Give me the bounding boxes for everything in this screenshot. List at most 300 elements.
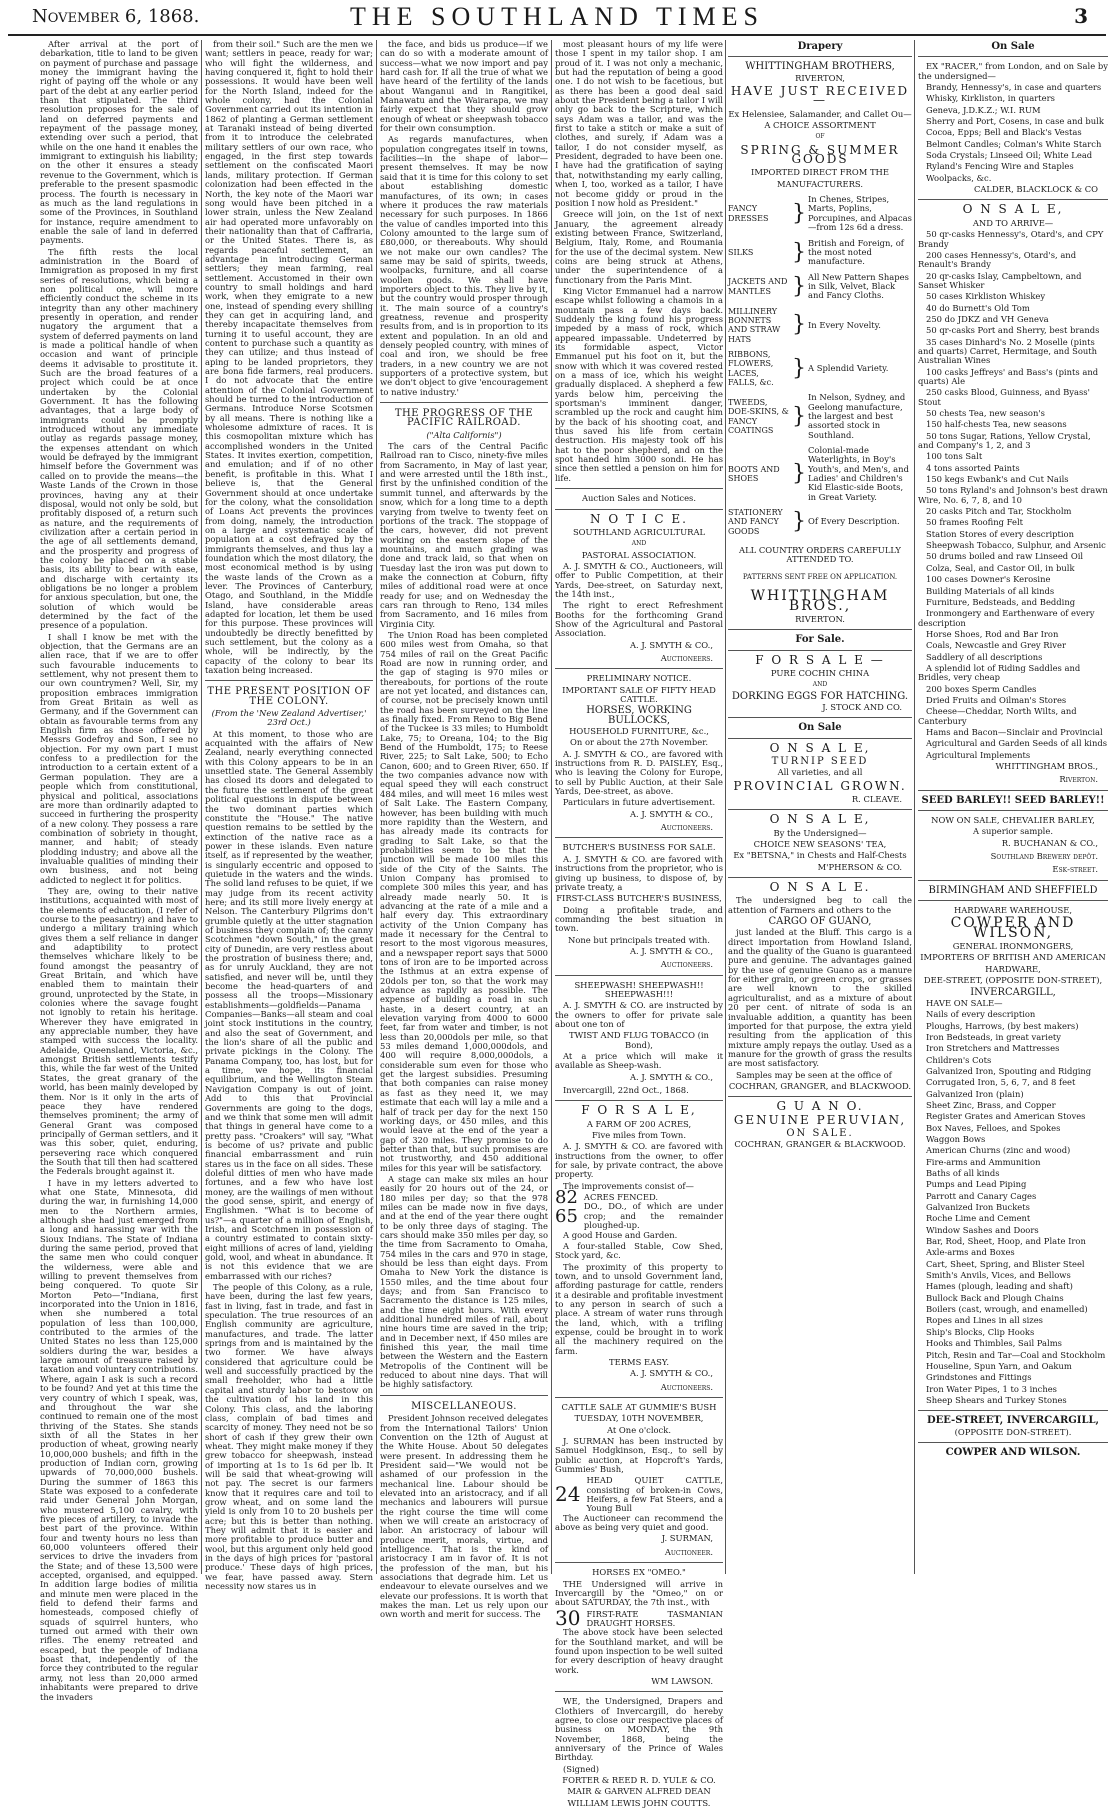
ad-text: DO., DO., of which are under crop; and the remainder ploughed-up. (583, 1201, 723, 1231)
drapery-category: BOOTS AND SHOES (728, 464, 780, 484)
list-item: 50 tons Ryland's and Johnson's best drawn Wire, No. 6, 7, 8, and 10 (918, 485, 1108, 505)
column-rule (914, 40, 915, 1574)
ad-text: OF (815, 133, 825, 141)
list-item: Galvanized Iron (plain) (926, 1088, 1024, 1099)
list-item: Soda Crystals; Linseed Oil; White Lead (926, 150, 1093, 161)
ad-signature: Auctioneers. (660, 1381, 713, 1392)
article-paragraph: The Union Road has been completed 600 miles west from Omaha, so that 754 miles of rail on the Great Pacific Road are now in running order, and the gap of staging is 970 miles or thereabouts, for portions of the route are not yet located, and distances can, of course, not be precisely known until the road has been surveyed on the line as finally fixed. From Reno to Big Bend of the Tuckee is 33 miles; to Humboldt Lake, 75; to Oreana, 104; to the Big Bend of the Humboldt, 175; to Reese River, 225; to Salt Lake, 500; to Echo Canon, 600; and to Green River, 650. If the two companies advance now with equal speed they will each construct 484 miles, and will meet 16 miles west of Salt Lake. The Eastern Company, however, has been building with much more rapidity than the Western, and has already made its contracts for grading to Salt Lake, so that the probabilities seem to be that the junction will be made 100 miles this side of the City of the Saints. The Union Company has promised to complete 300 miles this year, and has already made nearly 50. It is advancing at the rate of a mile and a half every day. This extraordinary activity of the Union Company has made it necessary for the Central to resort to the most vigorous measures, and a newspaper report says that 5000 tons of iron are to be imported across the Isthmus at an extra expense of 20dols per ton, so that the work may advance as rapidly as possible. The expense of building a road in such haste, in a desert country, at an elevation varying from 4000 to 6000 feet, far from water and timber, is not less than 20,000dols per mile, so that 53 miles demand 1,000,000dols, and 400 will require 8,000,000dols, a considerable sum even for those who get the largest subsidies. Presuming that both companies can raise money as fast as they need it, we may estimate that each will lay a mile and a half of track per day for the next 150 working days, or 450 miles, and this would leave at the end of the year a gap of 320 miles. They promise to do better than that, but such promises are not trustworthy, and 450 additional miles for this year will be satisfactory. (380, 629, 548, 1173)
ad-heading: HORSES EX "OMEO." (592, 1567, 686, 1578)
brace-icon: } (792, 509, 806, 535)
list-item: 100 cases Downer's Kerosine (926, 574, 1051, 585)
article-paragraph: As regards manufactures, when population congregates itself in towns, facilities—in the shape of labor—present themselves. It may be now said that it is time for this colony to set about establishing domestic manufactures, of its own; in cases where it produces the raw materials necessary for such purposes. In 1866 the value of candles imported into this Colony amounted to the large sum of £80,000, or thereabouts. Why should we not make our own candles? The same may be said of spirits, tweeds, woolpacks, furniture, and all coarse woollen goods. We shall have importers object to this. They live by it, but the country would prosper through it. The main source of a country's greatness, revenue and prosperity results from, and is in proportion to its extent and population. In an old and densely peopled country, with mines of coal and iron, we should be free traders, in a new country we are not supporters of a protective system, but we don't object to give 'encouragement to native industry.' (380, 134, 548, 397)
ad-text: Ex "BETSNA," in Chests and Half-Chests (733, 850, 907, 861)
ad-subheading: GENERAL IRONMONGERS, (952, 941, 1074, 952)
ad-heading: F O R S A L E, (581, 1103, 697, 1118)
divider (918, 1410, 1108, 1411)
ad-heading: O N S A L E, (769, 740, 871, 755)
ad-text: The improvements consist of— (563, 1180, 694, 1191)
divider (380, 1395, 548, 1396)
ad-signature: Auctioneers. (660, 822, 713, 833)
article-heading: THE PRESENT POSITION OF THE COLONY. (207, 686, 371, 707)
article-source: (From the 'New Zealand Advertiser,' 23rd Oct.) (211, 708, 367, 728)
ad-heading: PRELIMINARY NOTICE. (586, 673, 692, 684)
article-paragraph: from their soil." Such are the men we want; settlers in peace, ready for war; who will fight the wilderness, and having conquered it, fight to hold their possessions. It would have been well for the North Island, indeed for the whole colony, had the Colonial Government carried out its intention in 1862 of planting a German settlement at Taranaki instead of being diverted from it to introduce the celebrated military settlers of our own race, who engaged, in the first step towards settlement on the confiscated Maori lands, military protection. If German colonization had been effected in the North, the key note of the Maori war song would have been pitched in a lower strain, unless the New Zealand air had operated more unfavorably on their nationality than that of Caffraria, or the United States. There is, as regards peaceful settlement, an advantage in introducing German settlers; they mean farming, real settlement. Accustomed in their own country to small holdings and hard work, when they emigrate to a new one, instead of spending every shilling they can get in acquiring land, and thereby incapacitate themselves from turning it to useful account, they are content to purchase such a quantity as they can utilize; and thus instead of aping to be landed proprietors, they are bona fide farmers, real producers. I do not advocate that the entire attention of the Colonial Government should be turned to the introduction of Germans. Introduce Norse Scotsmen by all means. There is nothing like a wholesome admixture of races. It is this cosmopolitan mixture which has accomplished wonders in the United States. It invites exertion, competition, and emulation; and if of no other benefit, is profitable in this. What I believe is, that the General Government should at once undertake for the colony, what the consolidation of Loans Act prevents the provinces from doing, namely, the introduction on a large and systematic scale of population at a cost defrayed by the immigrants themselves, and thus lay a foundation which the most dilatory, the most economical method is by using the waste lands of the Crown as a lever. The Provinces of Canterbury, Otago, and Southland, in the Middle Island, have considerable areas adapted for location, let them be used for this purpose. These provinces will undoubtedly be directly benefitted by such settlement, but the colony as a whole, will be indirectly, by the capacity of the colony to bear its taxation being increased. (205, 39, 373, 676)
drapery-category: RIBBONS, FLOWERS, LACES, FALLS, &c. (728, 349, 774, 387)
divider (728, 877, 912, 878)
article-paragraph: A stage can make six miles an hour easily for 20 hours out of the 24, or 180 miles per day; so that the 978 miles can be made now in five days, and at the end of the year there ought to be only three days of staging. The cars should make 350 miles per day, so the time from Sacramento to Omaha, 754 miles in the cars and 970 in stage, should be less than eight days. From Omaha to New York the distance is 1550 miles, and the time about four days; and from San Francisco to Sacramento the distance is 125 miles, and the time eight hours. With every additional hundred miles of rail, about nine hours time are saved in the trip; and in December next, if 450 miles are finished this year, the mail time between the Western and the Eastern Metropolis of the Continent will be reduced to about nine days. That will be highly satisfactory. (380, 1173, 548, 1390)
section-heading: On Sale (798, 722, 842, 734)
list-item: Whisky, Kirkliston, in quarters (926, 93, 1055, 104)
list-item: Waggon Bows (926, 1133, 986, 1144)
ad-subheading: HARDWARE, (985, 963, 1041, 974)
acreage-line (555, 1202, 723, 1230)
brace-icon: } (792, 200, 806, 226)
ad-heading: G U A N O. (776, 1099, 864, 1114)
acreage-number: 82 (555, 1187, 578, 1209)
ad-signature: CALDER, BLACKLOCK & CO (973, 184, 1098, 195)
drapery-description: In Chenes, Stripes, Marts, Poplins, Porcupines, and Alpacas—from 12s 6d a dress. (808, 194, 912, 233)
article-paragraph: the face, and bids us produce—if we can do so with a moderate amount of success—what we now import and pay hard cash for. If all the true of what we have heard of the fertility of the lands about Wanganui and in Rangitikei, Manawatu and the Wairarapa, we may fairly expect that they should grow enough of wheat or sheepwash tobacco for their own consumption. (380, 39, 548, 134)
ad-text: IMPORTED DIRECT FROM THE (751, 167, 889, 178)
ad-subheading: IMPORTERS OF BRITISH AND AMERICAN (920, 952, 1106, 963)
list-item: Woolpacks, &c. (926, 172, 992, 183)
brace-icon: } (792, 403, 806, 429)
ad-subheading: SOUTHLAND AGRICULTURAL (572, 526, 706, 537)
ad-heading: COWPER AND WILSON, (950, 915, 1076, 941)
list-item: Ironmongery and Earthenware of every description (918, 608, 1095, 628)
column-2 (205, 39, 373, 1592)
list-item: Hames (plough, leading and shaft) (926, 1281, 1073, 1292)
list-item: Dried Fruits and Oilman's Stores (926, 694, 1067, 705)
list-item: Ploughs, Harrows, (by best makers) (926, 1020, 1079, 1031)
ad-text: Five miles from Town. (591, 1130, 686, 1141)
list-item: Agricultural and Garden Seeds of all kinds (926, 738, 1108, 749)
drapery-line (728, 508, 912, 536)
list-item: Roche Lime and Cement (926, 1213, 1031, 1224)
drapery-category: FANCY DRESSES (728, 204, 769, 223)
ad-signature: A. J. SMYTH & CO., (629, 808, 713, 819)
divider (555, 837, 723, 838)
ad-text: Particulars in future advertisement. (562, 797, 716, 808)
divider (918, 1442, 1108, 1443)
ad-text: A four-stalled Stable, Cow Shed, Stock yard, &c. (555, 1240, 723, 1261)
ad-text: Invercargill, 22nd Oct., 1868. (563, 1085, 689, 1096)
head-count-line (555, 1606, 723, 1631)
ad-signature: MAIR & GARVEN ALFRED DEAN (567, 1786, 711, 1797)
ad-heading: O N S A L E. (769, 880, 871, 895)
article-paragraph: most pleasant hours of my life were those I spent in my tailor shop. I am proud of it. I was not only a mechanic, but had the reputation of being a good one. I do not wish to be facetious, but as there has been a good deal said about the President being a tailor I will only go back to the Scripture, which says Adam was a tailor, and was the first to take a stitch or make a suit of clothes, and surely, if Adam was a tailor, I do not consider myself, as President, degraded to have been one. I have had the gratification of saying that, notwithstanding my early calling, when I, too, worked as a tailor, I have not become giddy or proud in the position I now hold as President." (555, 39, 723, 208)
ad-signature: Auctioneers. (660, 959, 713, 970)
article-paragraph: The cars of the Central Pacific Railroad ran to Cisco, ninety-five miles from Sacramento, in May of last year, and were arrested until the 18th inst., first by the unfinished condition of the summit tunnel, and afterwards by the snow, which for a long time to a depth varying from twelve to twenty feet on portions of the track. The stoppage of the cars, however, did not prevent working on the eastern slope of the mountains, and much grading was done and track laid, so that when on Tuesday last the iron was put down to make the connection at Coburn, fifty miles of additional road were at once ready for use; and on Wednesday the cars ran through to Reno, 134 miles from Sacramento, and 16 miles from Virginia City. (380, 441, 548, 629)
ad-text: The proximity of this property to town, and to unsold Government land, affording pasturage for cattle, renders it a desirable and profitable investment to any person in search of such a place. A stream of water runs through the land, which, with a trifling expense, could be brought in to work all the machinery required on the farm. (555, 1261, 723, 1356)
brace-icon: } (792, 461, 806, 487)
ad-text: None but principals treated with. (568, 934, 710, 945)
ad-signature: Esk-street. (1052, 864, 1098, 875)
list-item: Station Stores of every description (926, 528, 1074, 539)
list-item: Iron Bedsteads, in great variety (926, 1031, 1062, 1042)
divider (728, 738, 912, 739)
ad-subheading: HORSES, WORKING BULLOCKS, (586, 705, 692, 726)
list-item: Sheep Shears and Turkey Stones (926, 1394, 1067, 1405)
list-item: 20 qr-casks Islay, Campbeltown, and Sanset Whisker (918, 270, 1082, 290)
list-item: Bullock Back and Plough Chains (926, 1292, 1064, 1303)
list-item: Axle-arms and Boxes (926, 1247, 1015, 1258)
list-item: Hooks and Thimbles, Sail Palms (926, 1338, 1062, 1349)
ad-subheading: PASTORAL ASSOCIATION. (581, 549, 697, 560)
ad-heading: WHITTINGHAM BROTHERS, (745, 61, 895, 73)
ad-heading: O N S A L E, (769, 812, 871, 827)
ad-text: WE, the Undersigned, Drapers and Clothiers of Invercargill, do hereby agree, to close our respective places of business on MONDAY, the 9th November, 1868, being the anniversary of the Prince of Wales Birthday. (555, 1696, 723, 1763)
divider (555, 975, 723, 976)
list-item: 200 boxes Sperm Candles (926, 683, 1037, 694)
list-item: 50 tons Sugar, Rations, Yellow Crystal, and Company's 1, 2, and 3 (918, 430, 1091, 451)
list-item: Cart, Sheet, Spring, and Blister Steel (926, 1258, 1085, 1269)
ad-heading: SPRING & SUMMER GOODS (740, 142, 900, 167)
ad-signature: COCHRAN, GRANGER & BLACKWOOD. (734, 1139, 906, 1150)
column-3 (380, 39, 548, 1620)
list-item: Sherry and Port, Cosens, in case and bulk (926, 116, 1104, 127)
divider (728, 56, 912, 57)
ad-text: The undersigned beg to call the attention of Farmers and others to the (728, 895, 912, 915)
ad-heading: WHITTINGHAM BROS., (750, 588, 890, 614)
ad-text: A superior sample. (972, 826, 1053, 837)
ad-heading: BIRMINGHAM AND SHEFFIELD (928, 884, 1098, 896)
goods-list (918, 1010, 1108, 1405)
list-item: Window Sashes and Doors (926, 1224, 1039, 1235)
list-item: 50 qr-casks Hennessy's, Otard's, and CPY Brandy (918, 229, 1104, 249)
ad-text: HEAD QUIET CATTLE, consisting of broken-in Cows, Heifers, a few Fat Steers, and a Young Bull (586, 1475, 723, 1514)
article-paragraph: They are, owing to their native institutions, acquainted with most of the elements of education, (I refer of course to the peasantry) and have to undergo a military training which gives them a self reliance in danger and adaptibility to protect themselves whichare likely to be found amongst the peasantry of Great Britain, and which have enabled them to maintain their ground, unprotected by the State, in colonies where the savage fought not ignobly to retain his heritage. Wherever they have emigrated in any appreciable number, they have stamped with success the locality. Adelaide, Queensland, Victoria, &c., amongst British settlements testify this, while the far west of the United States, the great granary of the world, has been mainly developed by them. Nor is it only in the arts of peace they have rendered themselves prominent; the army of General Grant was composed principally of German settlers, and it was this sober, quiet, enduring, persevering race which conquered the South that till then had scattered the Federals brought against it. (40, 885, 198, 1177)
ad-signature: R. BUCHANAN & CO., (1001, 837, 1098, 848)
divider (918, 199, 1108, 200)
list-item: 150 kegs Ewbank's and Cut Nails (926, 474, 1069, 485)
ad-text: A good House and Garden. (563, 1229, 678, 1240)
list-item: 50 cases Kirkliston Whiskey (926, 291, 1046, 302)
list-item: 100 tons Salt (926, 451, 983, 462)
ad-text: ALL COUNTRY ORDERS CAREFULLY ATTENDED TO. (739, 545, 901, 565)
ad-heading: HAVE JUST RECEIVED— (730, 84, 910, 108)
ad-signature: J. SURMAN, (661, 1533, 713, 1544)
section-heading: Auction Sales and Notices. (581, 493, 697, 504)
ad-signature: R. CLEAVE. (851, 793, 902, 804)
divider (555, 668, 723, 669)
ad-text: At a price which will make it available as Sheep-wash. (555, 1051, 723, 1071)
article-paragraph: Greece will join, on the 1st of next January, the agreement already existing between France, Switzerland, Belgium, Italy, Rome, and Roumania for the use of the decimal system. New coins are being struck at Athens, under the superintendence of a functionary from the Paris Mint. (555, 209, 723, 285)
ad-signature: Auctioneer. (664, 1546, 713, 1557)
ad-heading: F O R S A L E — (755, 652, 885, 667)
list-item: Hams and Bacon—Sinclair and Provincial (926, 726, 1103, 737)
list-item: 50 chests Tea, new season's (926, 408, 1045, 418)
divider (918, 810, 1108, 811)
ad-subheading: A CHOICE ASSORTMENT (764, 120, 876, 131)
section-heading: Drapery (797, 41, 843, 52)
list-item: American Churns (zinc and wood) (926, 1145, 1071, 1156)
divider (918, 790, 1108, 791)
list-item: Pumps and Lead Piping (926, 1179, 1027, 1190)
column-rule (376, 40, 377, 1574)
drapery-description: British and Foreign, of the most noted manufacture. (808, 237, 904, 267)
ad-heading: PROVINCIAL GROWN. (733, 778, 907, 793)
divider (918, 880, 1108, 881)
ad-subheading: TURNIP SEED (771, 755, 869, 767)
drapery-description: All New Pattern Shapes in Silk, Velvet, Black and Fancy Cloths. (808, 271, 909, 301)
ad-text: The right to erect Refreshment Booths for the forthcoming Grand Show of the Agricultural and Pastoral Association. (555, 600, 723, 639)
list-item: Fire-arms and Ammunition (926, 1156, 1041, 1167)
article-paragraph: The fifth rests the local administration in the Board of Immigration as proposed in my first series of resolutions, which being a non political one, will more efficiently conduct the scheme in its integrity than any other machinery presently in operation, and render nugatory the argument that a system of deferred payments on land is made a political handle of when occasion and want of principle deems it advisable to prostitute it. Such are the broad features of a project which could be at once undertaken by the Colonial Government. It has the following advantages, that a large body of immigrants could be promptly introduced without any immediate outlay as regards passage money, the expenses attendant on which would be defrayed by the immigrant himself before the Government was called on to provide the means—the Waste Lands of the Crown in those provinces, having any at their disposal, would not only be sold, but profitably disposed of, a return such as nature, and the requirements of civilization after a certain period in the age of all settlements demand, and the prosperity and progress of the colony be placed on a stable basis, its ability to bear with ease, and discharge with certainty its obligations be no longer a problem for anxious speculation, but one, the solution of which would be determined by the fact of the presence of a population. (40, 246, 198, 631)
ad-text: On or about the 27th November. (570, 737, 708, 748)
list-item: Building Materials of all kinds (926, 585, 1055, 596)
ad-text: DEE-STREET, (OPPOSITE DON-STREET), (923, 975, 1103, 986)
ad-text: (OPPOSITE DON-STREET). (954, 1426, 1072, 1437)
list-item: 100 casks Jeffreys' and Bass's (pints and quarts) Ale (918, 366, 1099, 386)
list-item: Nails of every description (926, 1009, 1036, 1020)
list-item: Parrott and Canary Cages (926, 1190, 1037, 1201)
ad-signature: COCHRAN, GRANGER, and BLACKWOOD. (728, 1080, 912, 1091)
ad-text: Samples may be seen at the office of (736, 1069, 892, 1080)
brace-icon: } (792, 239, 806, 265)
ad-subheading: IMPORTANT SALE OF FIFTY HEAD CATTLE. (562, 684, 716, 704)
section-heading: For Sale. (795, 634, 845, 646)
ad-text: A. J. SMYTH & CO. are instructed by the owners to offer for private sale about one ton of (555, 1000, 723, 1029)
ad-signature: Southland Brewery depôt. (990, 851, 1098, 862)
drapery-line (728, 195, 912, 232)
ad-heading: O N S A L E, (962, 202, 1064, 217)
drapery-category: SILKS (728, 247, 754, 257)
article-paragraph: I shall I know be met with the objection, that the Germans are an alien race, that if we are to offer such favourable inducements to settlement, why not present them to our own countrymen? Well, Sir, my proposition embraces immigration from Great Britain as well as Germany, and if the Government can obtain as favourable terms from any English firm as those offered by Messrs Godefroy and Son, I see no objection. For my own part I must confess to a predilection for the introduction to a certain extent of a German population. They are a people which from constitutional, physical and political, associations are more than ordinarily adapted to succeed in furthering the prosperity of a new colony. They possess a rare combination of sobriety in thought, manner, and habit; of steady plodding industry; and above all the invaluable qualities of minding their own business, and not being addicted to neglect it for politics. (40, 631, 198, 885)
ad-signature: FORTER & REED R. D. YULE & CO. (562, 1775, 716, 1786)
ad-signature: WHITTINGHAM BROS., (995, 761, 1098, 771)
divider (728, 650, 912, 651)
ad-signature: M'PHERSON & CO. (817, 861, 902, 872)
ad-text: All varieties, and all (777, 767, 863, 778)
ad-text: ACRES FENCED. (583, 1192, 659, 1203)
ad-heading: CATTLE SALE AT GUMMIE'S BUSH (561, 1402, 717, 1412)
list-item: Houseline, Spun Yarn, and Oakum (926, 1360, 1072, 1371)
divider (555, 1691, 723, 1692)
list-item: Boilers (cast, wrough, and enamelled) (926, 1304, 1088, 1315)
divider (555, 1562, 723, 1563)
ad-heading: GENUINE PERUVIAN, (733, 1112, 907, 1127)
list-item: Galvanized Iron, Spouting and Ridging (926, 1065, 1092, 1076)
ad-subheading: CARGO OF GUANO, (768, 916, 872, 928)
list-item: Ship's Blocks, Clip Hooks (926, 1326, 1035, 1337)
ad-text: THE Undersigned will arrive in Invercargill by the "Omeo," on or about SATURDAY, the 7th inst., with (555, 1578, 723, 1608)
ad-heading: DEE-STREET, INVERCARGILL, (926, 1415, 1100, 1427)
list-item: Colza, Seal, and Castor Oil, in bulk (926, 562, 1075, 573)
divider (205, 680, 373, 681)
ad-subheading: FIRST-CLASS BUTCHER'S BUSINESS, (556, 893, 722, 904)
drapery-description: A Splendid Variety. (808, 362, 889, 373)
list-item: Cocoa, Epps; Bell and Black's Vestas (926, 127, 1082, 138)
article-paragraph: At this moment, to those who are acquainted with the affairs of New Zealand, nearly everything connected with this Colony appears to be in an unsettled state. The General Assembly has closed its doors and delegated to the future the settlement of the great political questions in dispute between the two dominant parties which constitute the "House." The native question remains to be settled by the extinction of the native race as a power in these islands. Even nature itself, as if represented by the weather, is singularly eccentric and opposed to quietude in the waters and the winds. The solid land refuses to be quiet, if we may judge from its recent activity here; and its still more lively energy at Nelson. The Canterbury Pilgrims don't grumble quietly at the utter stagnation of business they complain of; the canny Scotchmen "down South," in the great city of Dunedin, are very restless about the prostration of business there; and, as for unruly Auckland, they are not satisfied, and never will be, until they become the head-quarters of and possess all the troops—Missionary establishments—goldfields—Panama Companies—Banks—all steam and coal joint stock institutions in the country, and also the seat of Government, and the lion's share of all the public and private pickings in the Colony. The Panama Company, too, has lost, but for a time, we hope, its financial equilibrium, and the Wellington Steam Navigation Company is out of joint. Add to this that Provincial Governments are going to the dogs, and we think that some men will admit that things in general have come to a pretty pass. "Croakers" will say, "What is become of us? private and public financial embarrassment and ruin stares us in the face on all sides. These doleful ditties of men who have made fortunes, and a few who have lost money, are the wailings of men without the good sense, spirit, and energy of Englishmen. "What is to become of us?"—a quarter of a million of English, Irish, and Scotchmen in possession of a country estimated to contain sixty-eight millions of acres of land, yielding gold, wool, and wheat in abundance. It is not this evidence that we are embarrassed with our riches? (205, 728, 373, 1281)
ad-subheading: A FARM OF 200 ACRES, (586, 1118, 692, 1129)
divider (555, 488, 723, 489)
divider (728, 809, 912, 810)
ad-subheading: TUESDAY, 10TH NOVEMBER, (574, 1413, 704, 1424)
list-item: Box Naves, Felloes, and Spokes (926, 1122, 1061, 1133)
ad-signature: J. STOCK AND CO. (822, 701, 902, 712)
goods-list (918, 230, 1108, 760)
list-item: Baths of all kinds (926, 1168, 1000, 1178)
brace-icon: } (792, 273, 806, 299)
ad-text: A. J. SMYTH & CO., Auctioneers, will offer to Public Competition, at their Yards, Dee-street, on Saturday next, the 14th inst., (555, 560, 723, 599)
list-item: Children's Cots (926, 1054, 992, 1065)
list-item: Coals, Newcastle and Grey River (926, 640, 1066, 651)
list-item: Geneva, J.D.K.Z.; W.I. RUM (926, 104, 1041, 115)
list-item: 40 do Burnett's Old Tom (926, 302, 1030, 313)
divider (380, 402, 548, 403)
drapery-line (728, 446, 912, 502)
list-item: Brandy, Hennessy's, in case and quarters (926, 82, 1102, 93)
ad-signature: A. J. SMYTH & CO., (629, 639, 713, 650)
list-item: 250 do JDKZ and VH Geneva (926, 313, 1049, 324)
list-item: Bar, Rod, Sheet, Hoop, and Plate Iron (926, 1236, 1086, 1247)
drapery-description: In Every Novelty. (808, 319, 881, 330)
divider (918, 900, 1108, 901)
list-item: 150 half-chests Tea, new seasons (926, 419, 1067, 430)
list-item: 50 qr-casks Port and Sherry, best brands (926, 325, 1100, 336)
list-item: Smith's Anvils, Vices, and Bellows (926, 1270, 1071, 1281)
ad-text: AND (631, 540, 647, 548)
list-item: Saddlery of all descriptions (926, 651, 1043, 662)
ad-text: Doing a profitable trade, and commanding the best situation in town. (555, 904, 723, 934)
masthead (8, 0, 1106, 36)
ad-heading: INVERCARGILL, (970, 986, 1056, 998)
brace-icon: } (792, 312, 806, 338)
list-item: Pitch, Resin and Tar—Coal and Stockholm (926, 1349, 1106, 1360)
ad-text: just landed at the Bluff. This cargo is a direct importation from Howland Island, and the quality of the Guano is guaranteed pure and genuine. The advantages gained by the use of genuine Guano as a manure for either grain, or green crops, or grasses are well known to the skilled agriculturalist, and as a mixture of about 20 per cent. of nitrate of soda is an invaluable addition, a quantity has been imported for that purpose, the extra yield resulting from the application of this mixture amply repays the outlay. Used as a manure for the growth of grass the results are most satisfactory. (728, 927, 912, 1069)
ad-text: A. J. SMYTH & CO. are favored with instructions from the owner, to offer for sale, by private contract, the above property. (555, 1141, 723, 1180)
ad-subheading: RIVERTON, (795, 72, 845, 83)
ad-subheading: CHOICE NEW SEASONS' TEA, (753, 839, 887, 849)
drapery-category: TWEEDS, DOE-SKINS, & FANCY COATINGS (728, 397, 789, 436)
divider (728, 1096, 912, 1097)
ad-text: Ex Helensiee, Salamander, and Callet Ou— (728, 108, 912, 119)
ad-signature: A. J. SMYTH & CO., (629, 945, 713, 956)
ad-subheading: NOW ON SALE, CHEVALIER BARLEY, (931, 815, 1095, 826)
acreage-number: 65 (555, 1205, 578, 1227)
drapery-line (728, 350, 912, 387)
ad-subheading: RIVERTON. (795, 613, 845, 624)
drapery-line (728, 273, 912, 301)
article-paragraph: President Johnson received delegates from the International Tailors' Union Convention on the 12th of August at the White House. About 50 delegates were present. In addressing them he President said—"We would not be ashamed of our profession in the mechanical line. Labour should be elevated into an aristocracy, and if all mechanics and labourers will pursue the right course the time will come when we will create an aristocracy of labor. An aristocracy of labour will produce merit, morals, virtue, and intelligence. That is the kind of aristocracy I am in favor of. It is not the profession of the man, but his associations that degrade him. Let us endeavour to elevate ourselves and we elevate our professions. It is worth that makes the man. Let us rely upon our own worth and merit for success. The (380, 1413, 548, 1620)
ad-heading: DORKING EGGS FOR HATCHING. (731, 690, 909, 702)
column-6 (918, 40, 1108, 1574)
article-heading: MISCELLANEOUS. (411, 1400, 517, 1412)
ad-heading: SHEEPWASH! SHEEPWASH!! SHEEPWASH!!! (574, 979, 704, 999)
column-1 (40, 39, 198, 1702)
goods-list (918, 83, 1108, 183)
article-heading: THE PROGRESS OF THE PACIFIC RAILROAD. (394, 408, 534, 429)
section-heading: On Sale (991, 41, 1035, 52)
ad-subheading: HARDWARE WAREHOUSE, (953, 905, 1073, 916)
column-4 (555, 39, 723, 1808)
divider (728, 629, 912, 630)
list-item: Cheese—Cheddar, North Wilts, and Canterbury (918, 706, 1077, 726)
ad-text: A. J. SMYTH & CO. are favored with instructions from the proprietor, who is giving up business, to dispose of, by private treaty, a (555, 853, 723, 892)
ad-signature: A. J. SMYTH & CO., (629, 1071, 713, 1082)
column-5 (728, 40, 912, 1574)
issue-date: November 6, 1868. (32, 6, 200, 27)
list-item: Grindstones and Fittings (926, 1372, 1032, 1383)
ad-subheading: HOUSEHOLD FURNITURE, &c., (569, 726, 709, 737)
drapery-line (728, 393, 912, 440)
page-number: 3 (1074, 4, 1088, 28)
ad-subheading: PURE COCHIN CHINA (770, 667, 870, 678)
ad-text: PATTERNS SENT FREE ON APPLICATION. (742, 572, 898, 581)
list-item: Ryland's Fencing Wire and Staples (926, 161, 1074, 172)
list-item: Galvanized Iron Buckets (926, 1202, 1030, 1213)
drapery-description: In Nelson, Sydney, and Geelong manufacture, the largest and best assorted stock in Southland. (808, 392, 906, 440)
article-paragraph: King Victor Emmanuel had a narrow escape whilst following a chamois in a mountain pass a few days back. Suddenly the king found his progress impeded by a mass of rock, which appeared impassable. Undeterred by its formidable aspect, Victor Emmanuel put his foot on it, but the snow with which it was covered rested on a mass of ice, which his weight gradually displaced. A shepherd a few yards below him, perceiving the sportsman's imminent danger, scrambled up the rock and caught him by the back of his shooting coat, and thus saved his life from certain destruction. His majesty took off his hat to the poor shepherd, and on the spot handed him 3000 sondi. He has since then settled a pension on him for life. (555, 285, 723, 483)
list-item: 50 drums boiled and raw Linseed Oil (926, 551, 1084, 562)
list-item: A splendid lot of Riding Saddles and Bridles, very cheap (918, 662, 1081, 683)
ad-text: The above stock have been selected for the Southland market, and will be found upon inspection to be well suited for every description of heavy draught work. (555, 1627, 723, 1675)
list-item: Horse Shoes, Rod and Bar Iron (926, 628, 1059, 639)
drapery-category: STATIONERY AND FANCY GOODS (728, 508, 783, 536)
ad-text: The Auctioneer can recommend the above as being very quiet and good. (555, 1512, 723, 1533)
ad-subheading: AND TO ARRIVE— (972, 217, 1054, 228)
column-rule (725, 40, 726, 1574)
ad-subheading: ON SALE. (786, 1127, 854, 1139)
ad-text: MANUFACTURERS. (776, 178, 864, 189)
article-source: ("Alta Californis") (426, 429, 502, 440)
ad-heading: SEED BARLEY!! SEED BARLEY!! (921, 794, 1105, 806)
list-item: 20 casks Pitch and Tar, Stockholm (926, 506, 1072, 517)
ad-signature: Riverton. (1059, 774, 1098, 785)
ad-signature: WM LAWSON. (651, 1675, 713, 1686)
divider (555, 509, 723, 510)
ad-signature: WILLIAM LEWIS JOHN COUTTS. (567, 1797, 711, 1808)
list-item: Ropes and Lines in all sizes (926, 1315, 1043, 1326)
ad-text: FIRST-RATE TASMANIAN DRAUGHT HORSES. (586, 1608, 723, 1628)
ad-text: By the Undersigned— (773, 827, 867, 838)
ad-heading: BUTCHER'S BUSINESS FOR SALE. (562, 842, 716, 853)
list-item: Sheet Zinc, Brass, and Copper (926, 1099, 1056, 1110)
list-item: Iron Stretchers and Mattresses (926, 1043, 1060, 1054)
ad-text: EX "RACER," from London, and on Sale by the undersigned— (918, 61, 1108, 81)
ad-heading: COWPER AND WILSON. (945, 1446, 1081, 1458)
list-item: Furniture, Bedsteads, and Bedding (926, 596, 1076, 607)
list-item: 250 casks Blood, Guinness, and Byass' Stout (918, 387, 1090, 407)
drapery-description: Of Every Description. (808, 516, 900, 527)
ad-text: At One o'clock. (607, 1424, 671, 1435)
drapery-category: JACKETS AND MANTLES (728, 277, 788, 296)
ad-heading: N O T I C E. (590, 511, 688, 526)
divider (555, 1397, 723, 1398)
column-rule (201, 40, 202, 1574)
divider (555, 1100, 723, 1101)
list-item: Belmont Candles; Colman's White Starch (926, 138, 1102, 149)
ad-text: AND (812, 681, 828, 689)
head-count-line (555, 1476, 723, 1513)
list-item: 200 cases Hennessy's, Otard's, and Renault's Brandy (918, 249, 1077, 270)
head-count: 24 (555, 1482, 581, 1507)
ad-text: A. J. SMYTH & CO., are favored with instructions from R. D. PAISLEY, Esq., who is leaving the Colony for Europe, to sell by Public Auction, at their Sale Yards, Dee-street, as above. (555, 748, 723, 797)
article-paragraph: The people of this Colony, as a rule, have been, during the last few years, fast in living, fast in trade, and fast in speculation. The true resources of an English community are agriculture, manufactures, and trade. The latter springs from and is maintained by the two former. We have always considered that agriculture could be well and successfully practiced by the small freeholder, who had a little capital and sturdy labor to bestow on the cultivation of his land in this Colony. This class, and the laboring class, complain of bad times and scarcity of money. They need not be so short of cash if they grew their own wheat. They might make money if they grew tobacco for sheepwash, instead of importing at 1s to 1s 6d per lb. It will be said that wheat-growing will not pay. The secret is our farmers know that it requires care and toil to grow wheat, and on some land the yield is only from 10 to 20 bushels per acre; but this is better than nothing. They will admit that it is easier and more profitable to produce butter and wool, but this argument only held good in the days of high prices for 'pastoral produce.' These days of high prices, we fear, have passed away. Stern necessity now stares us in (205, 1282, 373, 1592)
ad-subheading: TWIST AND FLUG TOBACCO (in Bond), (569, 1030, 709, 1050)
divider (728, 717, 912, 718)
newspaper-title: THE SOUTHLAND TIMES (350, 2, 764, 31)
list-item: Register Grates and American Stoves (926, 1111, 1086, 1122)
ad-signature: A. J. SMYTH & CO., (629, 1368, 713, 1379)
ad-signature: Auctioneers. (660, 652, 713, 663)
ad-text: (Signed) (563, 1763, 600, 1774)
list-item: Corrugated Iron, 5, 6, 7, and 8 feet (926, 1077, 1076, 1088)
divider (918, 56, 1108, 57)
column-rule (551, 40, 552, 1574)
article-paragraph: After arrival at the port of debarkation, title to land to be given on payment of purchase and passage money the immigrant having the right of paying off the whole or any part of the debt at any earlier period than that stipulated. The third resolution proposes for the sale of land on deferred payments and repayment of the passage money, extending over such a period, that while on the one hand it enables the immigrant to extinguish his liability; on the other it ensures a steady revenue to the Government, which is preferable to the present spasmodic process. The fourth is necessary in as much as the land regulations in some of the Provinces, in Southland for instance, require amendment to enable the sale of land in deferred payments. (40, 39, 198, 246)
